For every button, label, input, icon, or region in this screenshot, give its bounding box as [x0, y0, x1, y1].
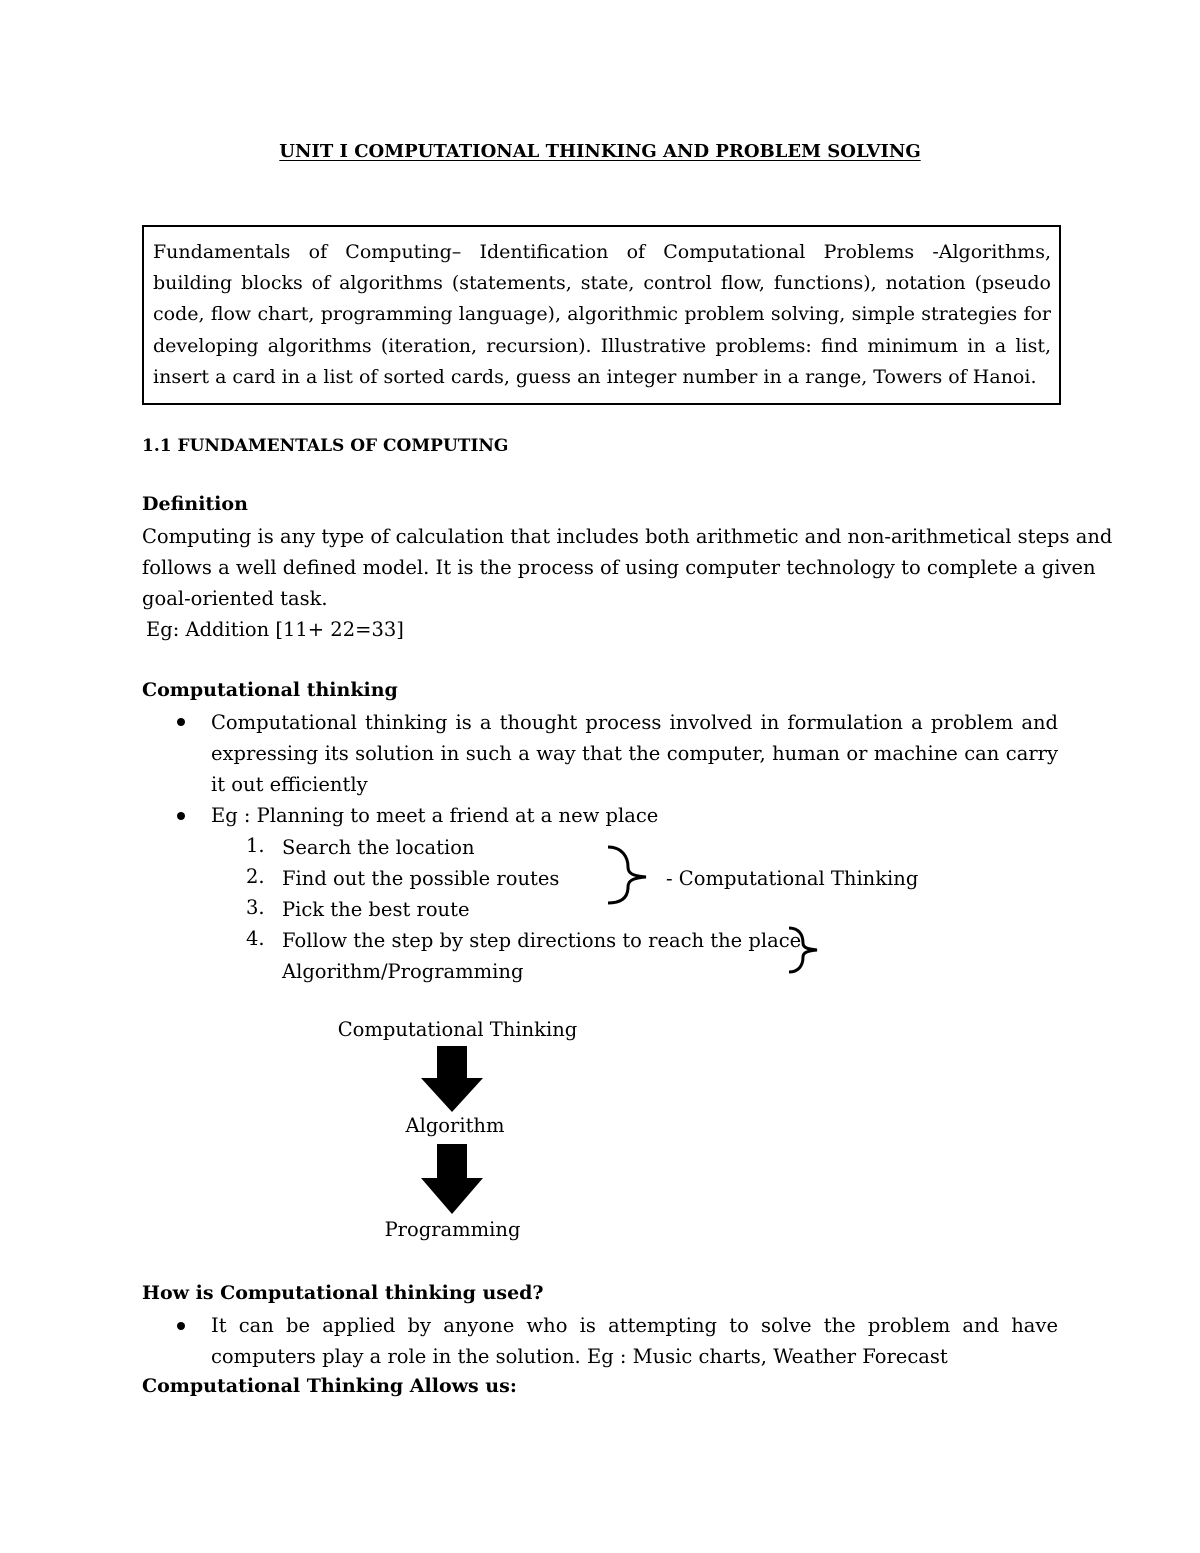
- definition-heading: Definition: [142, 493, 248, 515]
- ct-bullet-1: Computational thinking is a thought process involved in formulation a problem and expressing its solution in such a way that the computer, human or machine can carry it out efficiently: [211, 711, 1058, 797]
- step-number: 4.: [246, 927, 265, 950]
- step-text: Find out the possible routes: [282, 867, 560, 890]
- step-number: 2.: [246, 865, 265, 888]
- definition-example: Eg: Addition [11+ 22=33]: [146, 618, 404, 641]
- computational-thinking-heading: Computational thinking: [142, 679, 398, 701]
- usage-heading: How is Computational thinking used?: [142, 1282, 544, 1304]
- step-text: Search the location: [282, 836, 475, 859]
- flow-middle-label: Algorithm: [405, 1114, 505, 1137]
- bullet-icon: [177, 1322, 185, 1330]
- arrow-down-icon: [419, 1142, 485, 1216]
- arrow-down-icon: [419, 1044, 485, 1114]
- step-text: Pick the best route: [282, 898, 470, 921]
- page-title: UNIT I COMPUTATIONAL THINKING AND PROBLEM SOLVING: [279, 141, 921, 162]
- step-number: 3.: [246, 896, 265, 919]
- section-heading: 1.1 FUNDAMENTALS OF COMPUTING: [142, 436, 509, 456]
- definition-line-2: follows a well defined model. It is the process of using computer technology to complete a given: [142, 556, 1096, 579]
- definition-line-3: goal-oriented task.: [142, 587, 328, 610]
- definition-line-1: Computing is any type of calculation that includes both arithmetic and non-arithmetical steps and: [142, 525, 1113, 548]
- syllabus-box: Fundamentals of Computing– Identification of Computational Problems -Algorithms, building blocks of algorithms (statements, state, control flow, functions), notation (pseudo code, flow chart, programming language), algorithmic problem solving, simple strategies for developing algorithms (iteration, recursion). Illustrative problems: find minimum in a list, insert a card in a list of sorted cards, guess an integer number in a range, Towers of Hanoi.: [142, 225, 1061, 405]
- ct-bullet-2: Eg : Planning to meet a friend at a new place: [211, 804, 659, 827]
- bullet-icon: [177, 812, 185, 820]
- flow-bottom-label: Programming: [384, 1218, 521, 1241]
- step-number: 1.: [246, 834, 265, 857]
- allows-heading: Computational Thinking Allows us:: [142, 1375, 517, 1397]
- flow-top-label: Computational Thinking: [337, 1018, 578, 1041]
- step-text: Follow the step by step directions to reach the place: [282, 929, 802, 952]
- bullet-icon: [177, 718, 185, 726]
- curly-brace-icon: [600, 843, 660, 907]
- step-4-continuation: Algorithm/Programming: [282, 960, 524, 983]
- curly-brace-icon: [783, 925, 825, 975]
- brace-label: - Computational Thinking: [666, 867, 919, 890]
- usage-bullet: It can be applied by anyone who is attempting to solve the problem and have computers play a role in the solution. Eg : Music charts, Weather Forecast: [211, 1314, 1058, 1369]
